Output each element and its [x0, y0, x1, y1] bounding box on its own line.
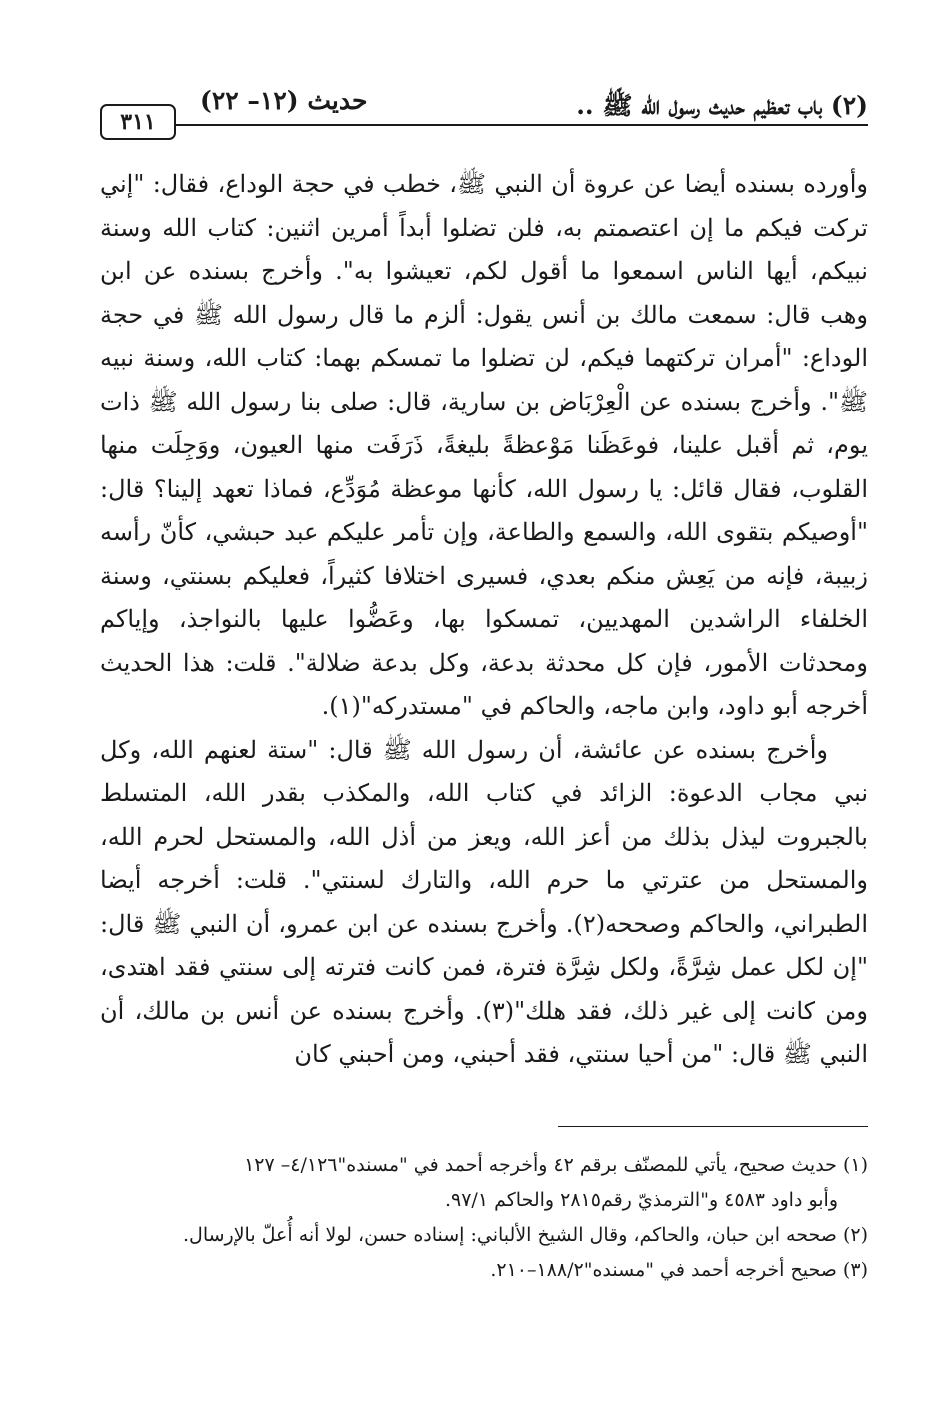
paragraph-1: وأورده بسنده أيضا عن عروة أن النبي ﷺ، خطب في حجة الوداع، فقال: "إني تركت فيكم ما إن اعتصمتم به، فلن تضلوا أبداً أمرين اثنين: كتاب الله وسنة نبيكم، أيها الناس اسمعوا ما أقول لكم، تعيشوا به". وأخرج بسنده عن ابن وهب قال: سمعت مالك بن أنس يقول: ألزم ما قال رسول الله ﷺ في حجة الوداع: "أمران تركتهما فيكم، لن تضلوا ما تمسكم بهما: كتاب الله، وسنة نبيه ﷺ". وأخرج بسنده عن الْعِرْبَاض بن سارية، قال: صلى بنا رسول الله ﷺ ذات يوم، ثم أقبل علينا، فوعَظَنا مَوْعظةً بليغةً، ذَرَفَت منها العيون، ووَجِلَت منها القلوب، فقال قائل: يا رسول الله، كأنها موعظة مُوَدِّع، فماذا تعهد إلينا؟ قال: "أوصيكم بتقوى الله، والسمع والطاعة، وإن تأمر عليكم عبد حبشي، كأنّ رأسه زبيبة، فإنه من يَعِش منكم بعدي، فسيرى اختلافا كثيراً، فعليكم بسنتي، وسنة الخلفاء الراشدين المهديين، تمسكوا بها، وعَضُّوا عليها بالنواجذ، وإياكم ومحدثات الأمور، فإن كل محدثة بدعة، وكل بدعة ضلالة". قلت: هذا الحديث أخرجه أبو داود، وابن ماجه، والحاكم في "مستدركه"(١).: [100, 170, 868, 720]
hadith-range: حديث (١٢– ٢٢): [200, 86, 368, 115]
header-rule: [175, 124, 868, 126]
footnote-3: [100, 1253, 868, 1288]
footnote-3-text: (٣) صحيح أخرجه أحمد في "مسنده"١٨٨/٢–٢١٠.: [490, 1259, 868, 1281]
page-header: [100, 86, 868, 142]
footnote-2: [100, 1218, 868, 1253]
paragraph-2: وأخرج بسنده عن عائشة، أن رسول الله ﷺ قال: "ستة لعنهم الله، وكل نبي مجاب الدعوة: الزائد في كتاب الله، والمكذب بقدر الله، المتسلط بالجبروت ليذل بذلك من أعز الله، ويعز من أذل الله، والمستحل لحرم الله، والمستحل من عترتي ما حرم الله، والتارك لسنتي". قلت: أخرجه أيضا الطبراني، والحاكم وصححه(٢). وأخرج بسنده عن ابن عمرو، أن النبي ﷺ قال: "إن لكل عمل شِرَّةً، ولكل شِرَّة فترة، فمن كانت فترته إلى سنتي فقد اهتدى، ومن كانت إلى غير ذلك، فقد هلك"(٣). وأخرج بسنده عن أنس بن مالك، أن النبي ﷺ قال: "من أحيا سنتي، فقد أحبني، ومن أحبني كان: [100, 735, 869, 1068]
footnote-1: [100, 1148, 868, 1218]
footnote-2-text: (٢) صححه ابن حبان، والحاكم، وقال الشيخ الألباني: إسناده حسن، لولا أنه أُعلّ بالإرسال.: [182, 1224, 868, 1246]
chapter-title: (٢) باب تعظيم حديث رسول الله ﷺ ..: [576, 91, 868, 120]
footnotes: [100, 1148, 868, 1288]
footnote-1-line-1: (١) حديث صحيح، يأتي للمصنّف برقم ٤٢ وأخرجه أحمد في "مسنده"٤/١٢٦– ١٢٧: [244, 1154, 868, 1176]
footnote-1-line-2: وأبو داود ٤٥٨٣ و"الترمذيّ رقم٢٨١٥ والحاكم ٩٧/١.: [444, 1189, 838, 1211]
page-number: ٣١١: [100, 104, 176, 140]
footnote-separator: [558, 1126, 868, 1127]
main-text: [100, 163, 868, 1077]
